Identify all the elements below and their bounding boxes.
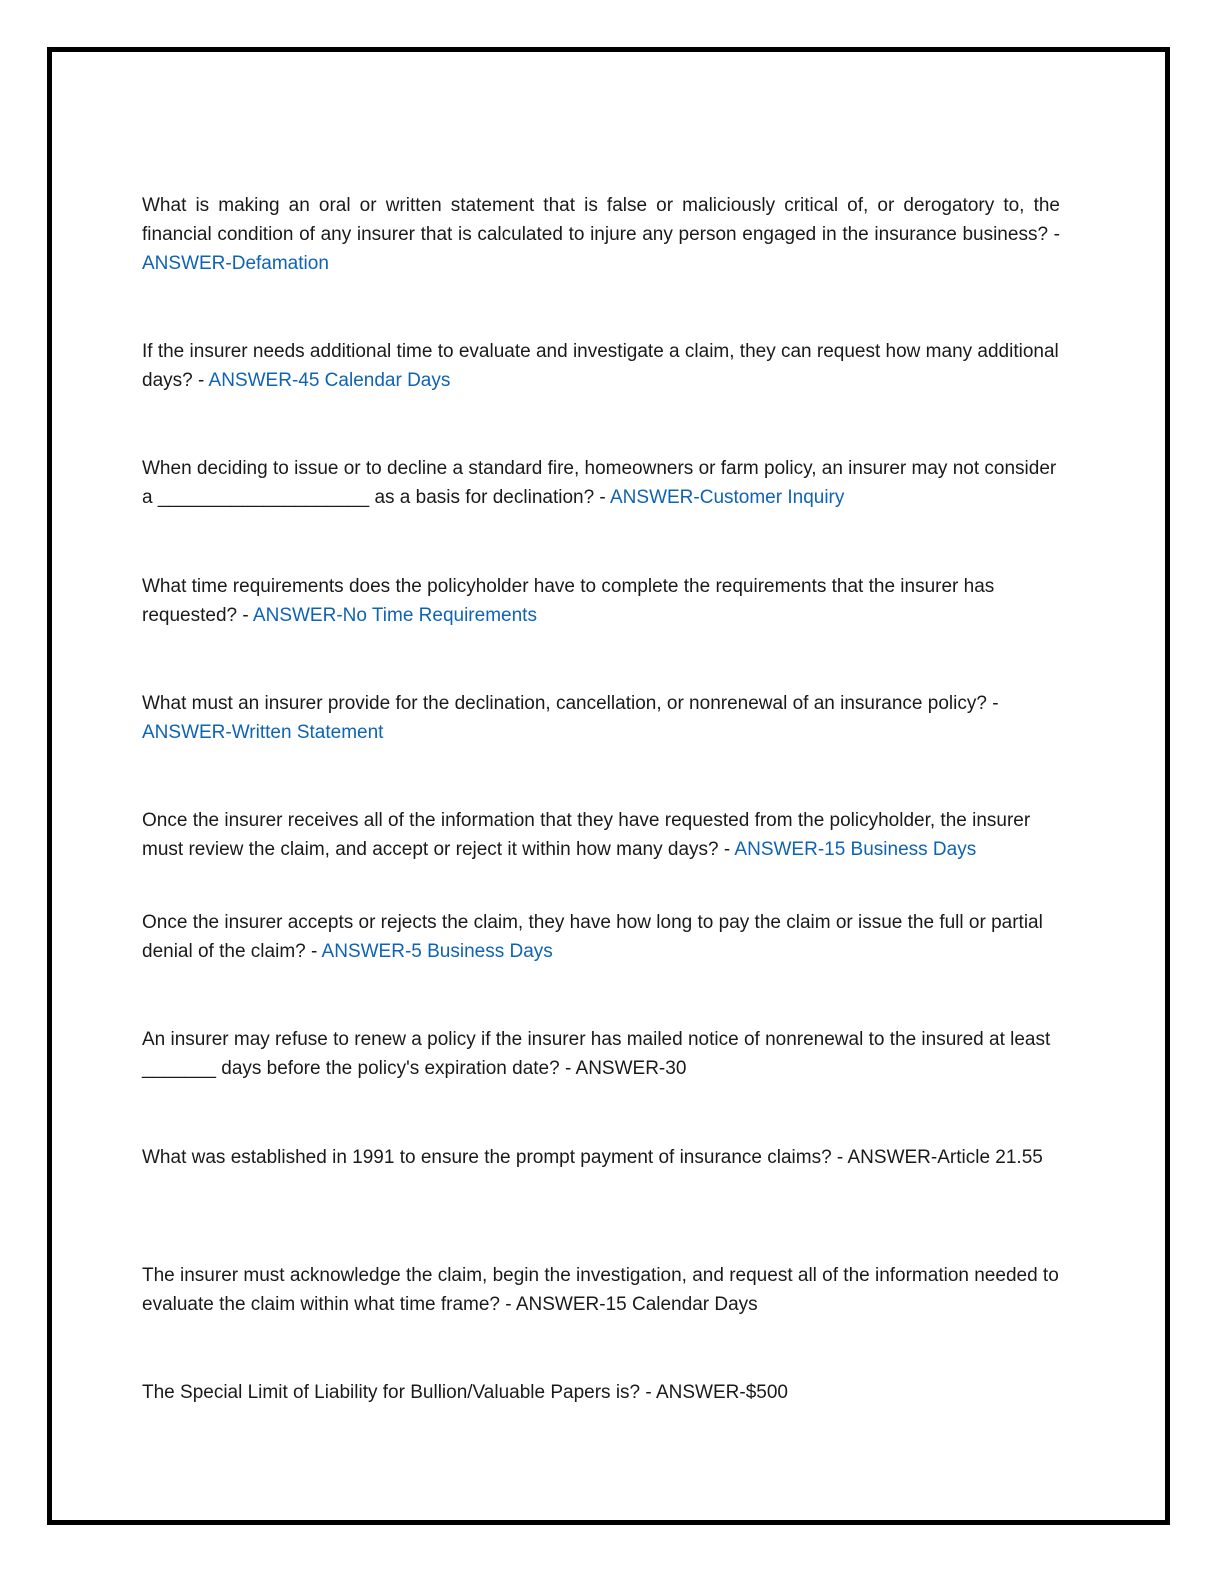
question-text: The insurer must acknowledge the claim, begin the investigation, and request all of the information needed to evaluate the claim within what time frame? - xyxy=(142,1265,1059,1315)
answer-text: ANSWER-$500 xyxy=(655,1382,788,1403)
qa-item-8 xyxy=(142,1025,1060,1083)
answer-text: ANSWER-30 xyxy=(575,1058,687,1079)
question-text: When deciding to issue or to decline a standard fire, homeowners or farm policy, an insurer may not consider a ____________________ as a basis for declination? - xyxy=(142,458,1057,508)
qa-item-11 xyxy=(142,1378,1060,1407)
answer-text: ANSWER-15 Business Days xyxy=(734,839,977,860)
qa-item-2 xyxy=(142,337,1060,395)
question-text: The Special Limit of Liability for Bullion/Valuable Papers is? - xyxy=(142,1382,656,1403)
question-text: Once the insurer receives all of the information that they have requested from the policyholder, the insurer must review the claim, and accept or reject it within how many days? - xyxy=(142,810,1031,860)
question-text: What is making an oral or written statement that is false or maliciously critical of, or derogatory to, the financial condition of any insurer that is calculated to injure any person engaged in the insurance business? - xyxy=(142,195,1060,245)
question-text: Once the insurer accepts or rejects the claim, they have how long to pay the claim or issue the full or partial denial of the claim? - xyxy=(142,912,1043,962)
qa-item-4 xyxy=(142,572,1060,630)
answer-text: ANSWER-Written Statement xyxy=(142,722,384,743)
qa-item-6 xyxy=(142,806,1060,864)
answer-text: ANSWER-15 Calendar Days xyxy=(515,1294,758,1315)
qa-item-10 xyxy=(142,1261,1060,1319)
qa-item-5 xyxy=(142,689,1060,747)
question-text: What time requirements does the policyholder have to complete the requirements that the insurer has requested? - xyxy=(142,576,995,626)
answer-text: ANSWER-45 Calendar Days xyxy=(208,370,451,391)
question-text: An insurer may refuse to renew a policy if the insurer has mailed notice of nonrenewal to the insured at least _______ days before the policy's expiration date? - xyxy=(142,1029,1051,1079)
qa-item-9 xyxy=(142,1143,1060,1172)
answer-text: ANSWER-No Time Requirements xyxy=(252,605,537,626)
qa-item-7 xyxy=(142,908,1060,966)
qa-item-3 xyxy=(142,454,1060,512)
question-text: If the insurer needs additional time to evaluate and investigate a claim, they can request how many additional days? - xyxy=(142,341,1059,391)
answer-text: ANSWER-Defamation xyxy=(142,253,329,274)
question-text: What must an insurer provide for the declination, cancellation, or nonrenewal of an insurance policy? - xyxy=(142,693,999,714)
question-text: What was established in 1991 to ensure the prompt payment of insurance claims? - xyxy=(142,1147,848,1168)
qa-item-1 xyxy=(142,191,1060,278)
answer-text: ANSWER-5 Business Days xyxy=(321,941,553,962)
answer-text: ANSWER-Article 21.55 xyxy=(847,1147,1043,1168)
answer-text: ANSWER-Customer Inquiry xyxy=(610,487,845,508)
